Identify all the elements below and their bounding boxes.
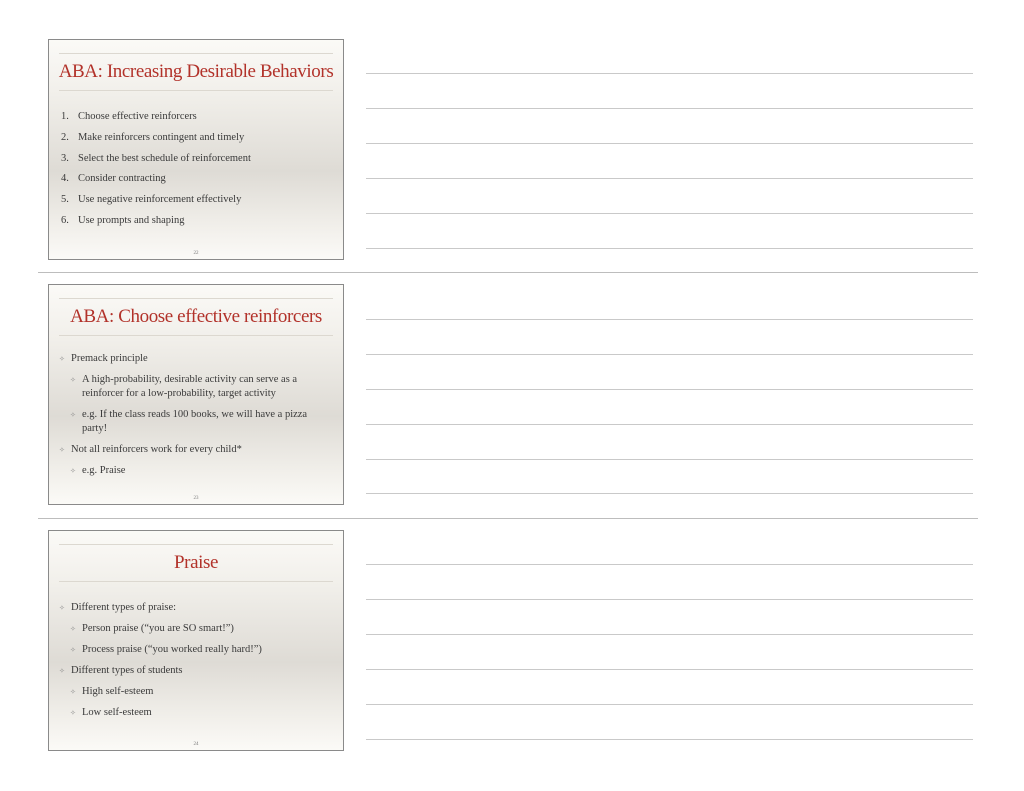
slide-thumbnail-22 — [48, 39, 344, 260]
list-text: Consider contracting — [78, 173, 166, 185]
list-item — [61, 172, 329, 193]
list-item — [61, 214, 329, 235]
list-number: 4. — [61, 173, 69, 185]
list-text: Use negative reinforcement effectively — [78, 194, 242, 206]
note-line — [366, 354, 973, 355]
note-line — [366, 669, 973, 670]
note-line — [366, 178, 973, 179]
note-line — [366, 424, 973, 425]
note-line — [366, 143, 973, 144]
note-line — [366, 389, 973, 390]
bullet-text: Low self-esteem — [82, 707, 152, 718]
bullet-text: e.g. Praise — [82, 465, 126, 476]
list-number: 3. — [61, 152, 69, 164]
bullet-icon: ✧ — [70, 646, 76, 654]
bullet-item — [59, 408, 329, 436]
bullet-icon: ✧ — [59, 446, 65, 454]
bullet-icon: ✧ — [70, 709, 76, 717]
list-number: 1. — [61, 111, 69, 122]
bullet-item — [59, 352, 329, 366]
slide-thumbnail-23 — [48, 284, 344, 505]
bullet-icon: ✧ — [59, 355, 65, 363]
list-text: Use prompts and shaping — [78, 214, 185, 226]
list-item — [61, 110, 329, 131]
bullet-text: Premack principle — [71, 353, 148, 364]
bullet-item — [59, 706, 329, 720]
slide-title-box — [59, 544, 333, 582]
bullet-text: High self-esteem — [82, 686, 154, 697]
bullet-icon: ✧ — [70, 376, 76, 384]
list-item — [61, 193, 329, 214]
bullet-text: Process praise (“you worked really hard!”) — [82, 644, 262, 655]
bullet-icon: ✧ — [70, 467, 76, 475]
list-item — [61, 131, 329, 152]
bullet-icon: ✧ — [70, 625, 76, 633]
handout-row-2 — [0, 276, 1024, 521]
slide-title: ABA: Increasing Desirable Behaviors — [58, 61, 334, 82]
bullet-item — [59, 685, 329, 699]
slide-title-box — [59, 298, 333, 336]
slide-thumbnail-24 — [48, 530, 344, 751]
row-divider — [38, 272, 978, 273]
bullet-text: e.g. If the class reads 100 books, we will have a pizza party! — [82, 409, 308, 434]
bullet-text: Different types of students — [71, 665, 183, 676]
note-line — [366, 739, 973, 740]
note-line — [366, 108, 973, 109]
list-text: Select the best schedule of reinforcement — [78, 152, 251, 164]
note-line — [366, 564, 973, 565]
bullet-text: Not all reinforcers work for every child* — [71, 444, 242, 455]
slide-title: Praise — [173, 552, 219, 573]
slide-page-number: 22 — [193, 251, 199, 256]
list-text: Make reinforcers contingent and timely — [78, 131, 245, 143]
slide-title-box — [59, 53, 333, 91]
bullet-text: Different types of praise: — [71, 602, 177, 613]
note-line — [366, 599, 973, 600]
bullet-item — [59, 664, 329, 678]
bullet-icon: ✧ — [70, 688, 76, 696]
note-line — [366, 248, 973, 249]
slide-title: ABA: Choose effective reinforcers — [70, 306, 322, 327]
bullet-item — [59, 601, 329, 615]
list-number: 5. — [61, 194, 69, 206]
slide-body — [61, 110, 329, 235]
bullet-text: Person praise (“you are SO smart!”) — [82, 623, 234, 634]
bullet-item — [59, 643, 329, 657]
handout-row-1 — [0, 30, 1024, 275]
note-line — [366, 73, 973, 74]
bullet-icon: ✧ — [59, 667, 65, 675]
bullet-item — [59, 443, 329, 457]
handout-row-3 — [0, 521, 1024, 766]
list-number: 2. — [61, 131, 69, 143]
slide-body — [59, 601, 329, 727]
note-line — [366, 319, 973, 320]
slide-body — [59, 352, 329, 485]
bullet-item — [59, 622, 329, 636]
bullet-item — [59, 373, 329, 401]
list-number: 6. — [61, 214, 69, 226]
note-line — [366, 213, 973, 214]
note-line — [366, 459, 973, 460]
note-line — [366, 634, 973, 635]
list-item — [61, 152, 329, 173]
bullet-text: A high-probability, desirable activity can serve as a reinforcer for a low-probability, target activity — [82, 374, 298, 399]
list-text: Choose effective reinforcers — [78, 111, 197, 122]
slide-page-number: 23 — [193, 496, 199, 501]
note-line — [366, 493, 973, 494]
bullet-item — [59, 464, 329, 478]
bullet-icon: ✧ — [70, 411, 76, 419]
row-divider — [38, 518, 978, 519]
note-line — [366, 704, 973, 705]
slide-page-number: 24 — [193, 742, 199, 747]
bullet-icon: ✧ — [59, 604, 65, 612]
